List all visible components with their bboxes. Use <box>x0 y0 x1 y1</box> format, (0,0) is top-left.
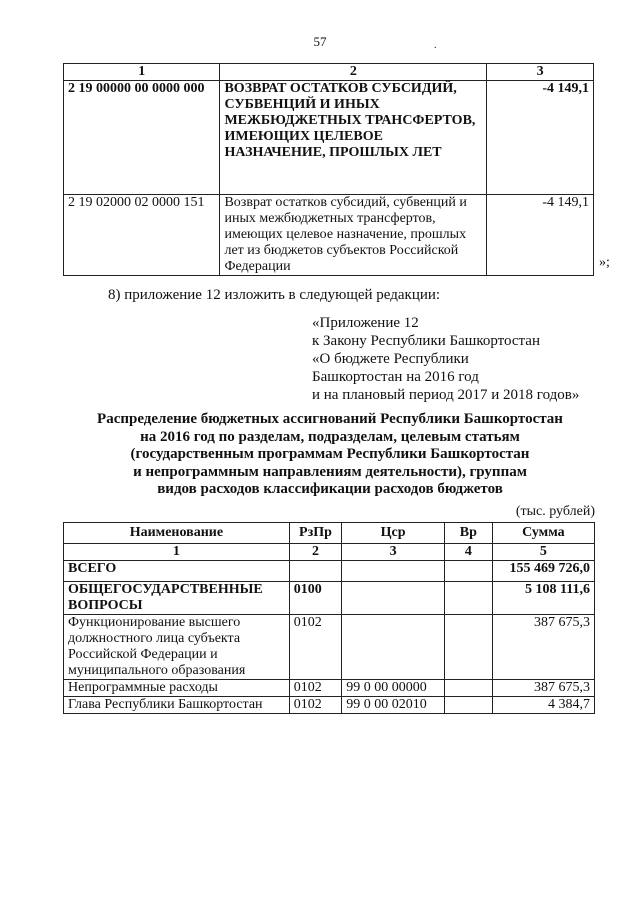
table2-number-row <box>64 544 595 561</box>
row-csr <box>342 582 445 615</box>
table-continuation <box>63 63 594 276</box>
row-name: Функционирование высшего должностного лица субъекта Российской Федерации и муниципального образования <box>64 615 290 680</box>
table1-header-col2: 2 <box>220 64 487 81</box>
speck: . <box>434 40 437 51</box>
table1-header-row <box>64 64 594 81</box>
units-label: (тыс. рублей) <box>515 504 595 519</box>
title-line: и непрограммным направлениям деятельности), группам <box>133 463 527 480</box>
header-rzpr: РзПр <box>289 523 341 544</box>
table-row <box>64 582 595 615</box>
row-rzpr: 0102 <box>289 680 341 697</box>
header-csr: Цср <box>342 523 445 544</box>
row-sum: 4 384,7 <box>492 697 594 714</box>
row-vr <box>444 615 492 680</box>
document-title <box>60 411 600 499</box>
table-row <box>64 81 594 195</box>
row-vr <box>444 697 492 714</box>
col-number: 4 <box>444 544 492 561</box>
table1-amount: -4 149,1 <box>487 195 594 276</box>
appendix-line: и на плановый период 2017 и 2018 годов» <box>312 387 580 403</box>
appendix-line: «О бюджете Республики <box>312 351 469 367</box>
table-row <box>64 680 595 697</box>
table-row <box>64 561 595 582</box>
closing-quote: »; <box>599 255 610 270</box>
table1-header-col3: 3 <box>487 64 594 81</box>
row-csr: 99 0 00 00000 <box>342 680 445 697</box>
appendix-line: «Приложение 12 <box>312 315 419 331</box>
title-line: на 2016 год по разделам, подразделам, целевым статьям <box>140 428 520 445</box>
table1-amount: -4 149,1 <box>487 81 594 195</box>
row-name: Глава Республики Башкортостан <box>64 697 290 714</box>
table2-header-row <box>64 523 595 544</box>
appendix-line: к Закону Республики Башкортостан <box>312 333 540 349</box>
title-line: Распределение бюджетных ассигнований Республики Башкортостан <box>97 411 563 427</box>
row-vr <box>444 680 492 697</box>
row-sum: 387 675,3 <box>492 680 594 697</box>
row-name: Непрограммные расходы <box>64 680 290 697</box>
row-vr <box>444 582 492 615</box>
table1-name: ВОЗВРАТ ОСТАТКОВ СУБСИДИЙ, СУБВЕНЦИЙ И ИНЫХ МЕЖБЮДЖЕТНЫХ ТРАНСФЕРТОВ, ИМЕЮЩИХ ЦЕЛЕВОЕ НАЗНАЧЕНИЕ, ПРОШЛЫХ ЛЕТ <box>220 81 487 195</box>
item-8-text: 8) приложение 12 изложить в следующей редакции: <box>108 287 441 303</box>
row-csr <box>342 615 445 680</box>
header-sum: Сумма <box>492 523 594 544</box>
row-name: ВСЕГО <box>64 561 290 582</box>
col-number: 2 <box>289 544 341 561</box>
table-row <box>64 615 595 680</box>
table1-name: Возврат остатков субсидий, субвенций и иных межбюджетных трансфертов, имеющих целевое назначение, прошлых лет из бюджетов субъектов Российской Федерации <box>220 195 487 276</box>
row-vr <box>444 561 492 582</box>
table1-code: 2 19 02000 02 0000 151 <box>64 195 220 276</box>
row-csr <box>342 561 445 582</box>
page-number: 57 <box>313 34 327 49</box>
title-line: видов расходов классификации расходов бюджетов <box>157 481 503 497</box>
title-line: (государственным программам Республики Башкортостан <box>130 446 530 462</box>
row-rzpr: 0102 <box>289 697 341 714</box>
row-rzpr <box>289 561 341 582</box>
row-sum: 155 469 726,0 <box>492 561 594 582</box>
header-vr: Вр <box>444 523 492 544</box>
col-number: 5 <box>492 544 594 561</box>
table1-header-col1: 1 <box>64 64 220 81</box>
budget-allocation-table <box>63 522 595 714</box>
col-number: 3 <box>342 544 445 561</box>
appendix-header <box>312 314 579 404</box>
table-row <box>64 697 595 714</box>
row-sum: 387 675,3 <box>492 615 594 680</box>
header-name: Наименование <box>64 523 290 544</box>
row-rzpr: 0102 <box>289 615 341 680</box>
col-number: 1 <box>64 544 290 561</box>
row-csr: 99 0 00 02010 <box>342 697 445 714</box>
table-row <box>64 195 594 276</box>
appendix-line: Башкортостан на 2016 год <box>312 369 479 385</box>
row-sum: 5 108 111,6 <box>492 582 594 615</box>
table1-code: 2 19 00000 00 0000 000 <box>64 81 220 195</box>
row-name: ОБЩЕГОСУДАРСТВЕННЫЕ ВОПРОСЫ <box>64 582 290 615</box>
row-rzpr: 0100 <box>289 582 341 615</box>
